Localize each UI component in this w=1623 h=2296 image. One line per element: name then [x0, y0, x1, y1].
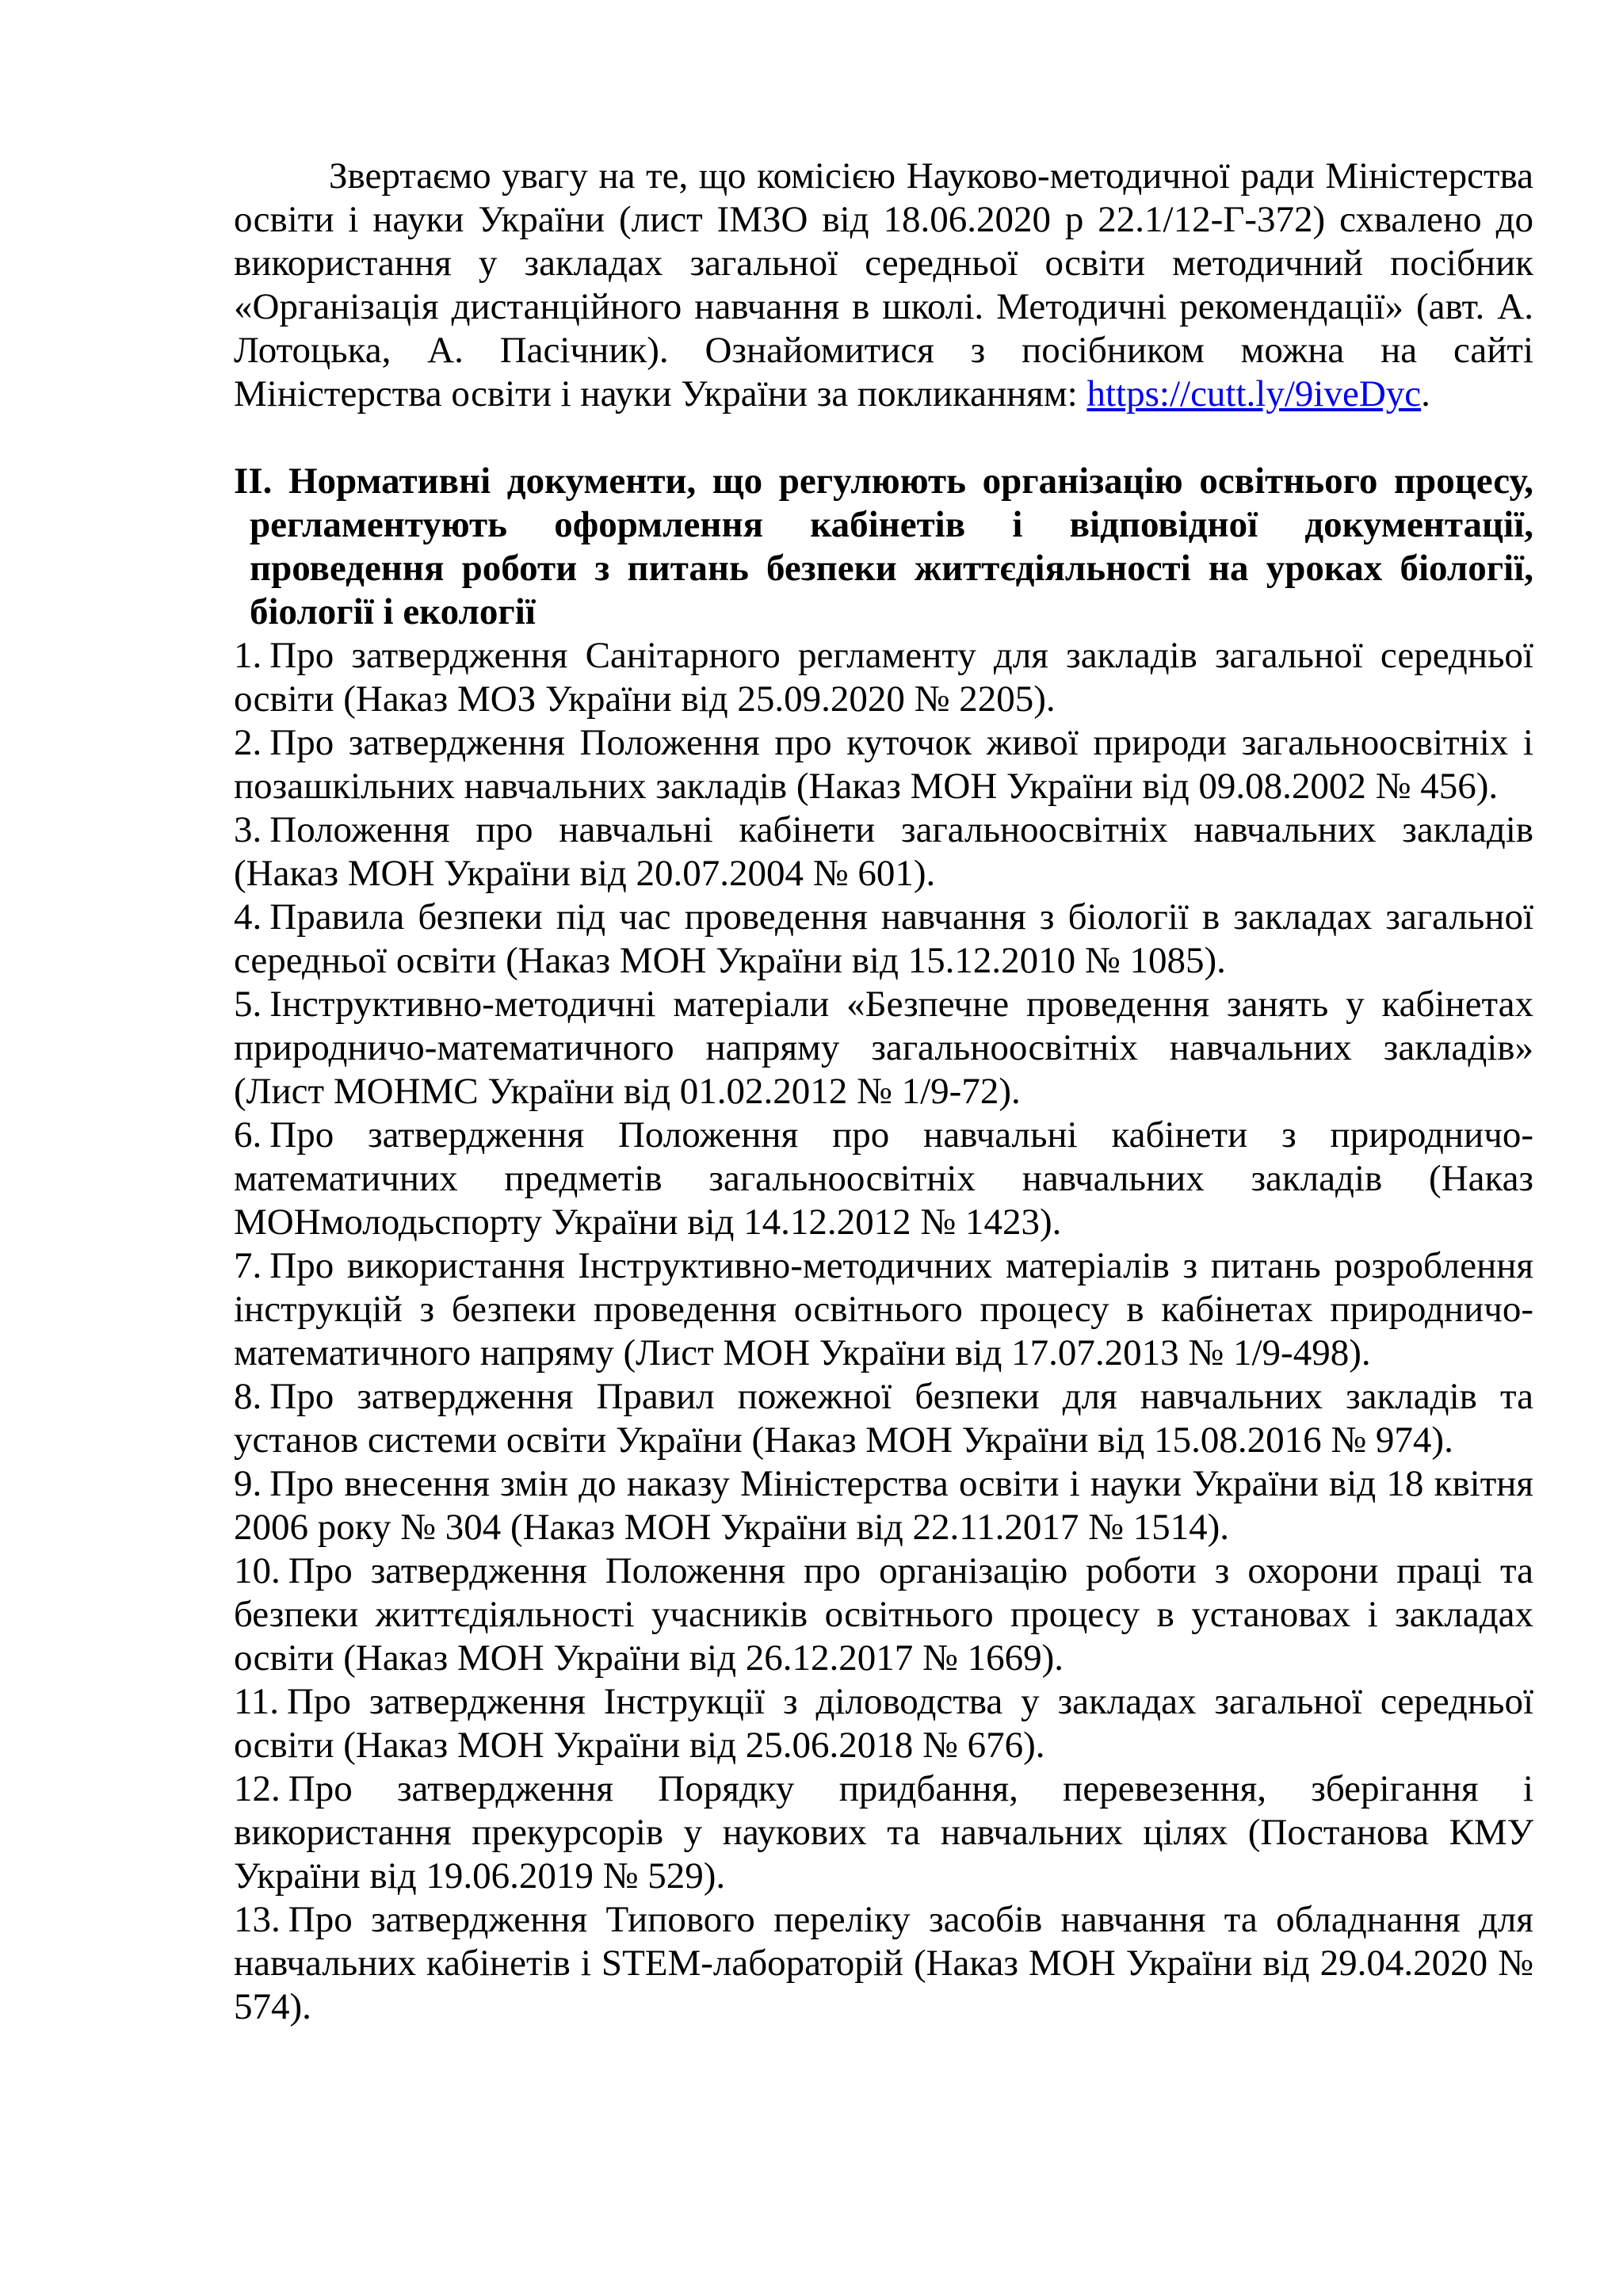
item-number: 3. — [234, 809, 262, 850]
item-text: Про внесення змін до наказу Міністерства освіти і науки України від 18 квітня 2006 року № 304 (Наказ МОН України від 22.11.2017 № 1514). — [234, 1463, 1533, 1548]
list-item — [234, 1244, 1533, 1375]
item-number: 12. — [234, 1768, 281, 1809]
item-number: 8. — [234, 1376, 262, 1417]
list-item — [234, 983, 1533, 1114]
item-text: Інструктивно-методичні матеріали «Безпечне проведення занять у кабінетах природничо-математичного напряму загальноосвітніх навчальних закладів» (Лист МОНМС України від 01.02.2012 № 1/9-72). — [234, 984, 1533, 1112]
item-number: 11. — [234, 1681, 280, 1722]
list-item — [234, 1114, 1533, 1244]
list-item — [234, 721, 1533, 808]
item-number: 2. — [234, 722, 262, 763]
list-item — [234, 1549, 1533, 1680]
list-item — [234, 1767, 1533, 1898]
list-item — [234, 1680, 1533, 1767]
item-text: Правила безпеки під час проведення навчання з біології в закладах загальної середньої освіти (Наказ МОН України від 15.12.2010 № 1085). — [234, 896, 1533, 981]
item-number: 13. — [234, 1899, 281, 1940]
list-item — [234, 1898, 1533, 2029]
item-number: 6. — [234, 1114, 262, 1156]
item-number: 9. — [234, 1463, 262, 1504]
item-number: 7. — [234, 1245, 262, 1286]
item-text: Про затвердження Положення про навчальні кабінети з природничо-математичних предметів загальноосвітніх навчальних закладів (Наказ МОНмолодьспорту України від 14.12.2012 № 1423). — [234, 1114, 1533, 1243]
list-item — [234, 634, 1533, 721]
item-text: Про затвердження Положення про організацію роботи з охорони праці та безпеки життєдіяльності учасників освітнього процесу в установах і закладах освіти (Наказ МОН України від 26.12.2017 № 1669). — [234, 1550, 1533, 1679]
document-page — [234, 155, 1533, 2029]
item-number: 4. — [234, 896, 262, 938]
item-text: Про затвердження Інструкції з діловодства у закладах загальної середньої освіти (Наказ МОН України від 25.06.2018 № 676). — [234, 1681, 1533, 1766]
list-item — [234, 1375, 1533, 1462]
item-text: Про використання Інструктивно-методичних матеріалів з питань розроблення інструкцій з безпеки проведення освітнього процесу в кабінетах природничо-математичного напряму (Лист МОН України від 17.07.2013 № 1/9-498). — [234, 1245, 1533, 1373]
item-number: 1. — [234, 635, 262, 676]
item-text: Про затвердження Санітарного регламенту для закладів загальної середньої освіти (Наказ МОЗ України від 25.09.2020 № 2205). — [234, 635, 1533, 720]
item-text: Про затвердження Правил пожежної безпеки для навчальних закладів та установ системи освіти України (Наказ МОН України від 15.08.2016 № 974). — [234, 1376, 1533, 1461]
intro-text-end: . — [1421, 373, 1430, 415]
list-item — [234, 1462, 1533, 1549]
item-text: Про затвердження Типового переліку засобів навчання та обладнання для навчальних кабінетів і STEM-лабораторій (Наказ МОН України від 29.04.2020 № 574). — [234, 1899, 1533, 2027]
item-text: Про затвердження Положення про куточок живої природи загальноосвітніх і позашкільних навчальних закладів (Наказ МОН України від 09.08.2002 № 456). — [234, 722, 1533, 807]
item-number: 10. — [234, 1550, 281, 1591]
item-text: Положення про навчальні кабінети загальноосвітніх навчальних закладів (Наказ МОН України від 20.07.2004 № 601). — [234, 809, 1533, 894]
intro-text: Звертаємо увагу на те, що комісією Науково-методичної ради Міністерства освіти і науки України (лист ІМЗО від 18.06.2020 р 22.1/12-Г-372) схвалено до використання у закладах загальної середньої освіти методичний посібник «Організація дистанційного навчання в школі. Методичні рекомендації» (авт. А. Лотоцька, А. Пасічник). Ознайомитися з посібником можна на сайті Міністерства освіти і науки України за покликанням: — [234, 155, 1533, 415]
intro-paragraph — [234, 155, 1533, 416]
documents-list — [234, 634, 1533, 2029]
item-text: Про затвердження Порядку придбання, перевезення, зберігання і використання прекурсорів у наукових та навчальних цілях (Постанова КМУ України від 19.06.2019 № 529). — [234, 1768, 1533, 1897]
list-item — [234, 808, 1533, 896]
item-number: 5. — [234, 984, 262, 1025]
list-item — [234, 896, 1533, 983]
manual-link[interactable]: https://cutt.ly/9iveDyc — [1086, 373, 1422, 415]
section-heading: ІІ. Нормативні документи, що регулюють організацію освітнього процесу, регламентують оформлення кабінетів і відповідної документації, проведення роботи з питань безпеки життєдіяльності на уроках біології, біології і екології — [234, 460, 1533, 632]
